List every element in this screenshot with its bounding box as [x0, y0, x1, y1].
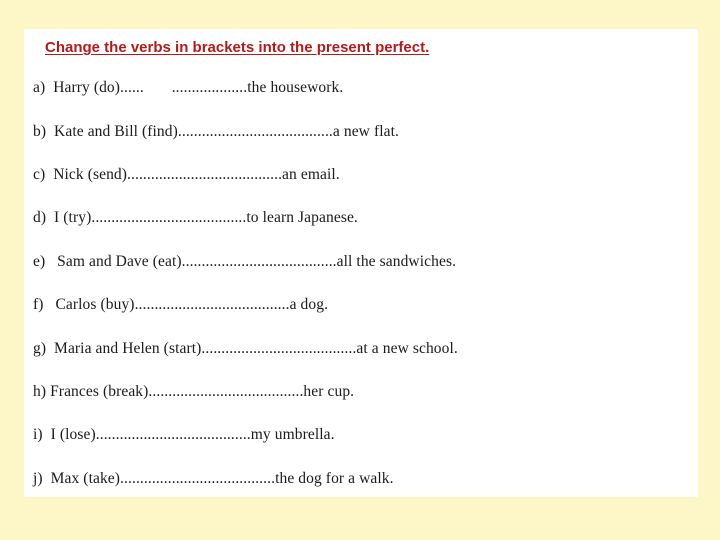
exercise-item-j: j) Max (take).......................................the dog for a walk.: [33, 470, 394, 487]
exercise-item-d: d) I (try).......................................to learn Japanese.: [33, 209, 358, 226]
exercise-item-a: a) Harry (do)...... ...................the housework.: [33, 79, 344, 96]
exercise-item-i: i) I (lose).......................................my umbrella.: [33, 426, 335, 443]
worksheet-title: Change the verbs in brackets into the present perfect.: [45, 39, 430, 56]
exercise-item-f: f) Carlos (buy).......................................a dog.: [33, 296, 329, 313]
exercise-item-e: e) Sam and Dave (eat).......................................all the sandwiches.: [33, 253, 457, 270]
exercise-item-b: b) Kate and Bill (find).......................................a new flat.: [33, 123, 399, 140]
exercise-item-c: c) Nick (send).......................................an email.: [33, 166, 340, 183]
exercise-item-g: g) Maria and Helen (start).......................................at a new school.: [33, 340, 458, 357]
exercise-item-h: h) Frances (break).......................................her cup.: [33, 383, 355, 400]
worksheet: [24, 29, 698, 497]
